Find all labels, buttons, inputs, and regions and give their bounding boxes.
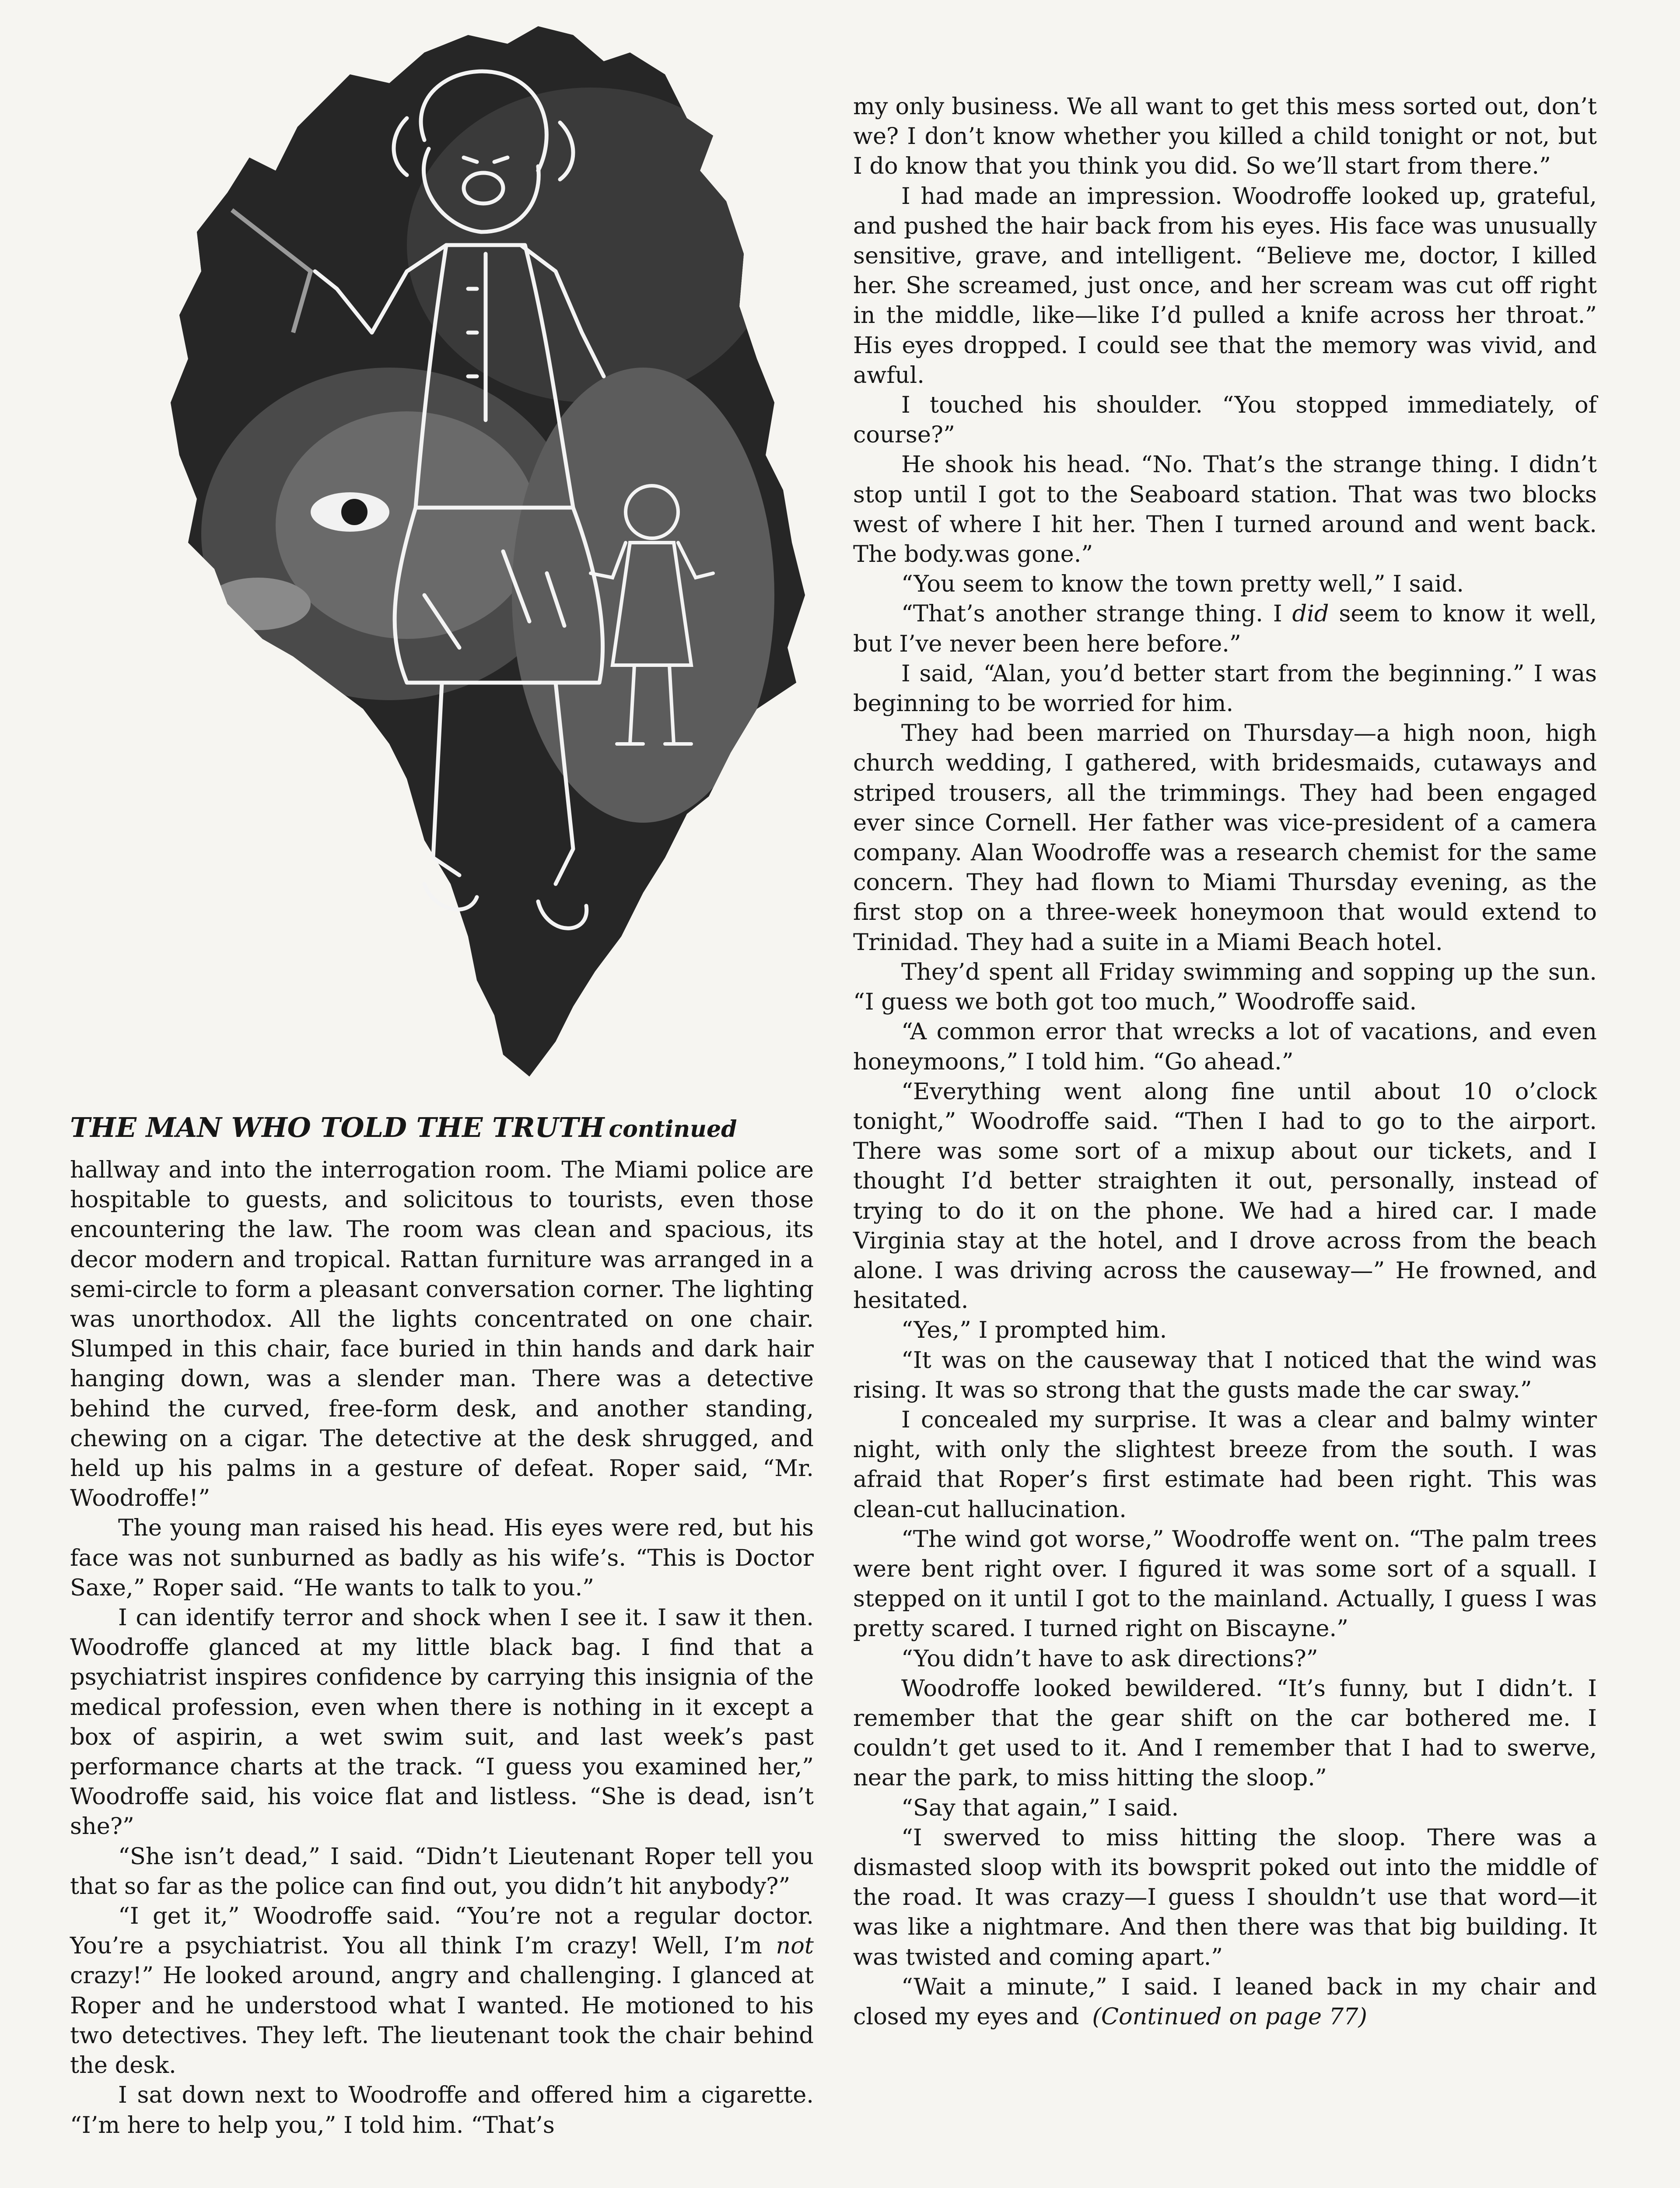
emphasis: did (1292, 600, 1329, 628)
paragraph: Woodroffe looked bewildered. “It’s funny, but I didn’t. I remember that the gear shift on the car bothered me. I couldn’t get used to it. And I remember that I had to swerve, near the park, to miss hitting the sloop.” (853, 1675, 1597, 1792)
paragraph: “The wind got worse,” Woodroffe went on. “The palm trees were bent right over. I figured it was some sort of a squall. I stepped on it until I got to the mainland. Actually, I guess I was pretty scared. I turned right on Biscayne.” (853, 1525, 1597, 1642)
paragraph: “Wait a minute,” I said. I leaned back in my chair and closed my eyes and (Continued on page 77) (853, 1973, 1597, 2030)
right-text-column (853, 92, 1597, 2032)
paragraph: I concealed my surprise. It was a clear and balmy winter night, with only the slightest breeze from the south. I was afraid that Roper’s first estimate had been right. This was clean-cut hallucination. (853, 1406, 1597, 1523)
paragraph: hallway and into the interrogation room. The Miami police are hospitable to guests, and solicitous to tourists, even those encountering the law. The room was clean and spacious, its decor modern and tropical. Rattan furniture was arranged in a semi-circle to form a pleasant conversation corner. The lighting was unorthodox. All the lights concentrated on one chair. Slumped in this chair, face buried in thin hands and dark hair hanging down, was a slender man. There was a detective behind the curved, free-form desk, and another standing, chewing on a cigar. The detective at the desk shrugged, and held up his palms in a gesture of defeat. Roper said, “Mr. Woodroffe!” (70, 1157, 814, 1512)
paragraph: “I swerved to miss hitting the sloop. There was a dismasted sloop with its bowsprit poked out into the middle of the road. It was crazy—I guess I shouldn’t use that word—it was like a nightmare. And then there was that big building. It was twisted and coming apart.” (853, 1824, 1597, 1971)
paragraph: “Yes,” I prompted him. (901, 1317, 1167, 1344)
continued-label: continued (609, 1116, 737, 1143)
paragraph: “That’s another strange thing. I did seem to know it well, but I’ve never been here before.” (853, 600, 1597, 657)
paragraph: “She isn’t dead,” I said. “Didn’t Lieutenant Roper tell you that so far as the police can find out, you didn’t hit anybody?” (70, 1843, 814, 1900)
paragraph: He shook his head. “No. That’s the strange thing. I didn’t stop until I got to the Seaboard station. That was two blocks west of where I hit her. Then I turned around and went back. The body.was gone.” (853, 451, 1597, 568)
paragraph: “Everything went along fine until about 10 o’clock tonight,” Woodroffe said. “Then I had to go to the airport. There was some sort of a mixup about our tickets, and I thought I’d better straighten it out, personally, instead of trying to do it on the phone. We had a hired car. I made Virginia stay at the hotel, and I drove across from the beach alone. I was driving across the causeway—” He frowned, and hesitated. (853, 1078, 1597, 1314)
story-title: THE MAN WHO TOLD THE TRUTH (70, 1112, 605, 1143)
paragraph: I said, “Alan, you’d better start from the beginning.” I was beginning to be worried for him. (853, 660, 1597, 717)
illustration-shading (162, 26, 827, 1085)
paragraph: The young man raised his head. His eyes were red, but his face was not sunburned as badly as his wife’s. “This is Doctor Saxe,” Roper said. “He wants to talk to you.” (70, 1515, 814, 1601)
story-header (70, 1112, 822, 1143)
paragraph: “You didn’t have to ask directions?” (901, 1645, 1318, 1672)
paragraph: “You seem to know the town pretty well,” I said. (901, 571, 1464, 598)
paragraph: “A common error that wrecks a lot of vacations, and even honeymoons,” I told him. “Go ahead.” (853, 1018, 1597, 1075)
paragraph: I sat down next to Woodroffe and offered him a cigarette. “I’m here to help you,” I told him. “That’s (70, 2082, 814, 2139)
paragraph: I can identify terror and shock when I see it. I saw it then. Woodroffe glanced at my little black bag. I find that a psychiatrist inspires confidence by carrying this insignia of the medical profession, even when there is nothing in it except a box of aspirin, a wet swim suit, and last week’s past performance charts at the track. “I guess you examined her,” Woodroffe said, his voice flat and listless. “She is dead, isn’t she?” (70, 1604, 814, 1840)
paragraph: my only business. We all want to get this mess sorted out, don’t we? I don’t know whether you killed a child tonight or not, but I do know that you think you did. So we’ll start from there.” (853, 93, 1597, 180)
paragraph: They’d spent all Friday swimming and sopping up the sun. “I guess we both got too much,” Woodroffe said. (853, 958, 1597, 1016)
story-illustration (162, 26, 827, 1085)
paragraph: I had made an impression. Woodroffe looked up, grateful, and pushed the hair back from his eyes. His face was unusually sensitive, grave, and intelligent. “Believe me, doctor, I killed her. She screamed, just once, and her scream was cut off right in the middle, like—like I’d pulled a knife across her throat.” His eyes dropped. I could see that the memory was vivid, and awful. (853, 182, 1597, 389)
paragraph: They had been married on Thursday—a high noon, high church wedding, I gathered, with bridesmaids, cutaways and striped trousers, all the trimmings. They had been engaged ever since Cornell. Her father was vice-president of a camera company. Alan Woodroffe was a research chemist for the same concern. They had flown to Miami Thursday evening, as the first stop on a three-week honeymoon that would extend to Trinidad. They had a suite in a Miami Beach hotel. (853, 720, 1597, 956)
paragraph: “I get it,” Woodroffe said. “You’re not a regular doctor. You’re a psychiatrist. You all think I’m crazy! Well, I’m not crazy!” He looked around, angry and challenging. I glanced at Roper and he understood what I wanted. He motioned to his two detectives. They left. The lieutenant took the chair behind the desk. (70, 1903, 814, 2079)
paragraph: “Say that again,” I said. (901, 1794, 1179, 1821)
paragraph: “It was on the causeway that I noticed that the wind was rising. It was so strong that the gusts made the car sway.” (853, 1346, 1597, 1403)
left-text-column (70, 1155, 814, 2140)
emphasis: not (776, 1932, 814, 1960)
continued-on-note: (Continued on page 77) (1092, 2003, 1368, 2030)
paragraph: I touched his shoulder. “You stopped immediately, of course?” (853, 392, 1597, 449)
